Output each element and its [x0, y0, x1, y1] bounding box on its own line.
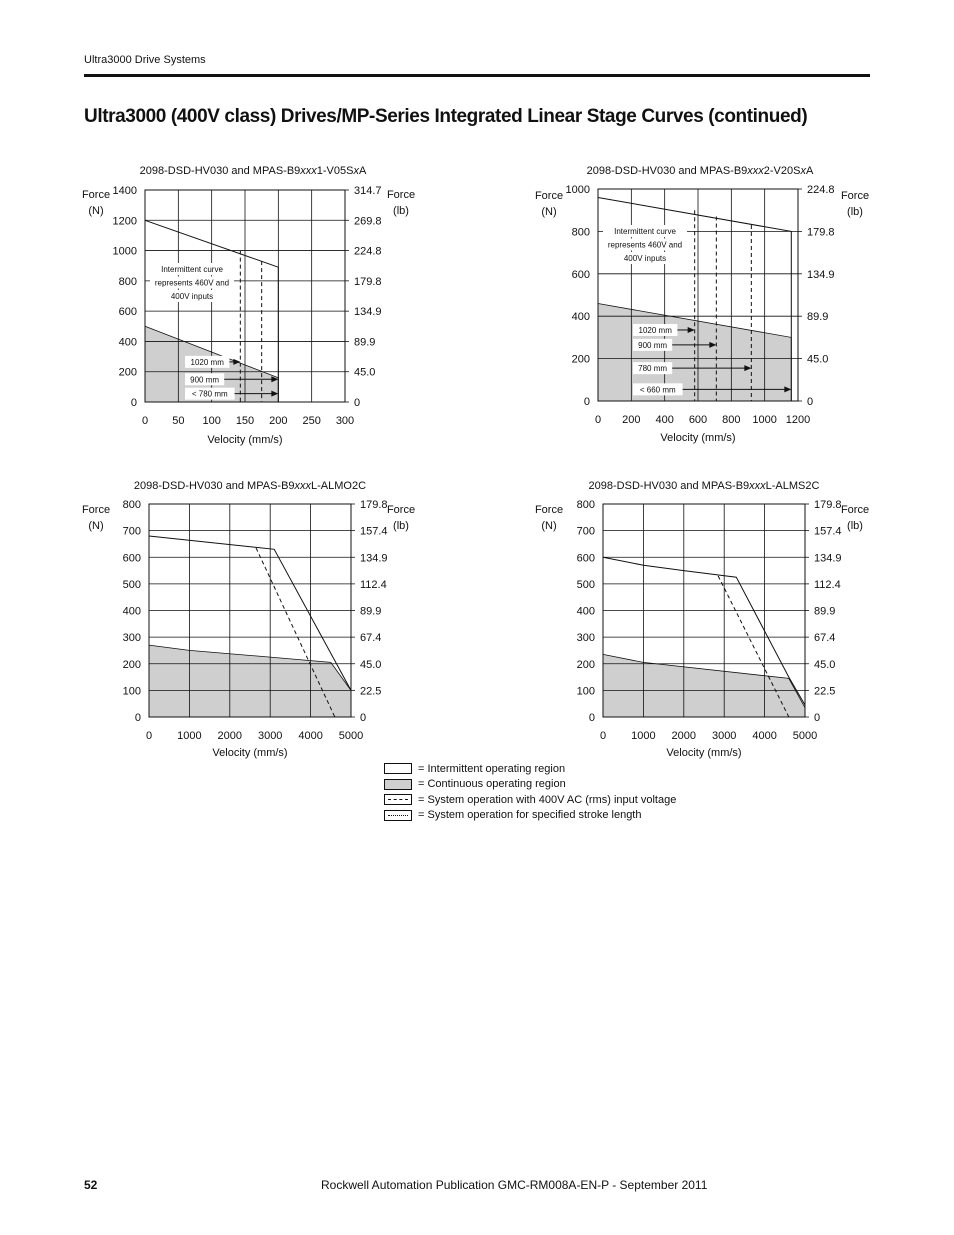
y-tick-label-right: 67.4 [814, 632, 836, 645]
y-tick-label-left: 400 [118, 336, 137, 349]
y-tick-label-left: 700 [122, 525, 141, 538]
chart-title-part: 2098-DSD-HV030 and MPAS-B9 [139, 165, 301, 177]
running-header: Ultra3000 Drive Systems [84, 54, 206, 66]
y-axis-label-right: (lb) [393, 520, 409, 532]
legend-label-intermittent: = Intermittent operating region [418, 762, 566, 775]
y-tick-label-left: 200 [576, 658, 595, 671]
y-tick-label-right: 134.9 [814, 552, 842, 565]
y-tick-label-left: 300 [576, 632, 595, 645]
y-tick-label-left: 600 [118, 306, 137, 319]
x-tick-label: 3000 [257, 730, 283, 742]
page-number: 52 [84, 1178, 98, 1192]
chart-title-part: xxx [300, 165, 317, 177]
y-tick-label-right: 0 [360, 712, 367, 724]
chart-title-part: xxx [747, 165, 764, 177]
y-tick-label-right: 45.0 [354, 366, 376, 379]
annotation-text: represents 460V and [607, 240, 683, 250]
y-tick-label-left: 0 [130, 397, 137, 409]
x-tick-label: 2000 [671, 730, 697, 742]
y-tick-label-left: 1400 [112, 185, 137, 197]
chart-title-part: L-ALMS2C [765, 480, 820, 492]
legend-label-system-400v: = System operation with 400V AC (rms) input voltage [418, 793, 677, 806]
y-axis-label-right: Force [840, 504, 870, 516]
y-tick-label-right: 89.9 [354, 336, 376, 349]
y-tick-label-right: 157.4 [814, 525, 842, 538]
legend-swatch-intermittent [384, 763, 412, 774]
y-tick-label-right: 134.9 [354, 306, 382, 319]
x-tick-label: 1000 [752, 414, 777, 426]
stroke-label: 1020 mm [638, 325, 672, 335]
y-tick-label-right: 0 [814, 712, 821, 724]
y-tick-label-left: 800 [576, 499, 595, 511]
y-tick-label-right: 224.8 [807, 184, 835, 196]
chart-title-part: x [353, 165, 359, 177]
chart-title-part: 1-V05S [316, 165, 354, 177]
x-axis-label: Velocity (mm/s) [666, 747, 742, 759]
x-tick-label: 200 [622, 414, 641, 426]
y-axis-label-left: Force [81, 504, 111, 516]
x-tick-label: 0 [141, 415, 149, 427]
y-tick-label-left: 500 [576, 578, 595, 591]
y-tick-label-right: 179.8 [807, 226, 835, 239]
legend-continuous [384, 777, 676, 793]
x-tick-label: 5000 [792, 730, 818, 742]
x-tick-label: 800 [722, 414, 741, 426]
y-tick-label-right: 179.8 [360, 499, 388, 511]
annotation-text: Intermittent curve [161, 265, 223, 274]
y-axis-label-right: Force [386, 189, 416, 201]
y-tick-label-right: 179.8 [814, 499, 842, 511]
y-tick-label-left: 800 [571, 226, 590, 239]
chart-title-part: 2098-DSD-HV030 and MPAS-B9 [586, 165, 748, 177]
y-tick-label-left: 600 [571, 268, 590, 281]
y-tick-label-right: 179.8 [354, 275, 382, 288]
y-tick-label-left: 400 [122, 605, 141, 618]
stroke-label: 780 mm [638, 364, 668, 374]
y-axis-label-right: (lb) [393, 205, 409, 217]
y-tick-label-left: 1200 [112, 215, 137, 228]
legend-label-stroke: = System operation for specified stroke length [418, 809, 642, 822]
annotation-text: represents 460V and [154, 278, 230, 288]
x-tick-label: 0 [599, 730, 607, 742]
x-tick-label: 400 [655, 414, 674, 426]
x-tick-label: 300 [335, 415, 355, 427]
y-tick-label-left: 500 [122, 578, 141, 591]
y-tick-label-left: 400 [571, 311, 590, 324]
y-tick-label-right: 89.9 [360, 605, 382, 618]
y-tick-label-right: 224.8 [354, 245, 382, 258]
stroke-label: 900 mm [190, 375, 220, 385]
legend-intermittent [384, 761, 676, 777]
x-tick-label: 4000 [298, 730, 323, 742]
y-axis-label-right: Force [386, 504, 416, 516]
page-title: Ultra3000 (400V class) Drives/MP-Series Integrated Linear Stage Curves (continued) [84, 106, 808, 127]
stroke-label: < 780 mm [191, 389, 228, 399]
y-tick-label-left: 200 [118, 366, 137, 379]
x-tick-label: 0 [594, 414, 602, 426]
y-tick-label-right: 134.9 [807, 268, 835, 281]
y-tick-label-right: 89.9 [807, 311, 829, 324]
chart-title-part: L-ALMO2C [311, 480, 367, 492]
y-tick-label-left: 0 [134, 712, 141, 724]
y-tick-label-right: 0 [807, 396, 814, 408]
y-tick-label-left: 300 [122, 632, 141, 645]
legend [384, 761, 676, 823]
y-tick-label-right: 112.4 [360, 578, 387, 591]
x-axis-label: Velocity (mm/s) [207, 434, 283, 446]
y-tick-label-left: 400 [576, 605, 595, 618]
x-tick-label: 1000 [177, 730, 202, 742]
y-tick-label-right: 157.4 [360, 525, 388, 538]
y-tick-label-right: 45.0 [360, 658, 382, 671]
chart-title-part: 2098-DSD-HV030 and MPAS-B9 [133, 480, 295, 492]
legend-swatch-stroke [384, 810, 412, 821]
x-axis-label: Velocity (mm/s) [212, 747, 288, 759]
x-tick-label: 4000 [752, 730, 777, 742]
y-axis-label-left: (N) [88, 205, 104, 217]
x-tick-label: 1000 [631, 730, 656, 742]
stroke-label: < 660 mm [639, 385, 676, 395]
y-tick-label-left: 600 [576, 552, 595, 565]
x-tick-label: 50 [172, 415, 185, 427]
y-axis-label-left: Force [81, 189, 111, 201]
x-tick-label: 0 [145, 730, 153, 742]
x-tick-label: 5000 [338, 730, 364, 742]
chart-title-part: 2098-DSD-HV030 and MPAS-B9 [588, 480, 750, 492]
y-tick-label-left: 200 [122, 658, 141, 671]
y-tick-label-right: 45.0 [814, 658, 836, 671]
y-axis-label-left: Force [534, 504, 564, 516]
x-axis-label: Velocity (mm/s) [660, 432, 736, 444]
y-axis-label-right: (lb) [847, 206, 863, 218]
x-tick-label: 100 [202, 415, 221, 427]
y-axis-label-left: Force [534, 190, 564, 202]
y-tick-label-left: 1000 [112, 245, 137, 258]
x-tick-label: 1200 [785, 414, 811, 426]
y-tick-label-right: 89.9 [814, 605, 836, 618]
y-tick-label-right: 0 [354, 397, 361, 409]
x-tick-label: 150 [235, 415, 255, 427]
y-tick-label-left: 0 [583, 396, 590, 408]
y-tick-label-left: 100 [576, 685, 595, 698]
chart-title-part: x [800, 165, 806, 177]
y-tick-label-right: 314.7 [354, 185, 382, 197]
legend-swatch-system-400v [384, 794, 412, 805]
y-tick-label-right: 269.8 [354, 215, 382, 228]
chart-title [589, 480, 820, 492]
y-tick-label-right: 22.5 [360, 685, 382, 698]
annotation-text: 400V inputs [170, 292, 214, 301]
x-tick-label: 2000 [217, 730, 243, 742]
y-axis-label-right: Force [840, 190, 870, 202]
stroke-label: 900 mm [638, 340, 668, 350]
y-tick-label-left: 800 [118, 275, 137, 288]
y-tick-label-right: 45.0 [807, 353, 829, 366]
y-axis-label-left: (N) [541, 206, 557, 218]
y-tick-label-left: 100 [122, 685, 141, 698]
legend-system-400v [384, 792, 676, 808]
x-tick-label: 200 [269, 415, 288, 427]
legend-label-continuous: = Continuous operating region [418, 778, 566, 791]
y-tick-label-left: 600 [122, 552, 141, 565]
y-tick-label-right: 67.4 [360, 632, 382, 645]
legend-stroke [384, 808, 676, 824]
chart-title-part: xxx [749, 480, 766, 492]
y-tick-label-left: 1000 [565, 184, 590, 196]
y-tick-label-right: 22.5 [814, 685, 836, 698]
y-tick-label-left: 800 [122, 499, 141, 511]
stroke-label: 1020 mm [190, 357, 224, 367]
chart-title-part: A [358, 165, 367, 177]
x-tick-label: 250 [302, 415, 321, 427]
y-tick-label-right: 112.4 [814, 578, 841, 591]
y-tick-label-left: 0 [588, 712, 595, 724]
y-tick-label-left: 700 [576, 525, 595, 538]
y-axis-label-right: (lb) [847, 520, 863, 532]
annotation-text: Intermittent curve [614, 227, 676, 236]
y-axis-label-left: (N) [88, 520, 104, 532]
chart-title-part: A [805, 165, 814, 177]
x-tick-label: 600 [688, 414, 708, 426]
x-tick-label: 3000 [711, 730, 737, 742]
publication-info: Rockwell Automation Publication GMC-RM008A-EN-P - September 2011 [321, 1178, 708, 1192]
y-tick-label-right: 134.9 [360, 552, 388, 565]
chart-title-part: 2-V20S [763, 165, 801, 177]
chart-title-part: xxx [294, 480, 312, 492]
y-axis-label-left: (N) [541, 520, 557, 532]
y-tick-label-left: 200 [571, 353, 590, 366]
legend-swatch-continuous [384, 779, 412, 790]
annotation-text: 400V inputs [623, 254, 667, 263]
